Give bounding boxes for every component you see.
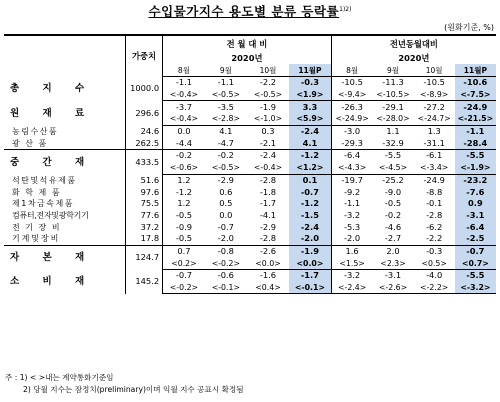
- weight-cell: 1000.0: [125, 77, 162, 101]
- mom-contract-value: <-1.0>: [247, 113, 289, 125]
- header-year-yoy: 2020년: [398, 52, 430, 63]
- header-year-mom: 2020년: [163, 51, 332, 64]
- yoy-value: -8.8: [426, 186, 443, 197]
- row-label: 기 계 및 장 비: [4, 233, 125, 245]
- mom-value: 4.1: [219, 126, 233, 137]
- row-label: 농림수산품: [4, 125, 125, 137]
- yoy-value: -9.0: [384, 186, 402, 197]
- mom-value: 0.6: [219, 186, 233, 197]
- row-label: 자 본 재: [4, 245, 125, 269]
- yoy-value: -28.4: [455, 137, 496, 149]
- yoy-value: -27.2: [423, 101, 445, 112]
- yoy-value: -2.7: [372, 233, 413, 245]
- row-label: 중 간 재: [4, 150, 125, 174]
- header-yoy-month: 8월: [331, 64, 372, 77]
- yoy-value: 1.3: [427, 126, 441, 137]
- yoy-contract-value: <-1.9>: [455, 162, 496, 174]
- mom-value: -2.6: [259, 245, 277, 256]
- yoy-value: -10.5: [423, 77, 445, 88]
- mom-value: -2.8: [247, 233, 289, 245]
- weight-cell: 37.2: [125, 221, 162, 233]
- yoy-contract-value: <1.5>: [331, 257, 372, 269]
- yoy-value: -0.1: [426, 198, 443, 209]
- mom-contract-value: <-0.5>: [205, 162, 247, 174]
- yoy-value: 2.0: [386, 245, 400, 256]
- header-mom-month: 10월: [247, 64, 289, 77]
- mom-value: 3.3: [289, 101, 331, 113]
- yoy-contract-value: <-3.2>: [455, 282, 496, 294]
- mom-value: -0.2: [217, 150, 234, 161]
- mom-contract-value: <1.9>: [289, 89, 331, 101]
- table-row: [4, 221, 496, 233]
- row-label: 제1차금속제품: [4, 198, 125, 210]
- price-index-table: [4, 34, 496, 294]
- yoy-contract-value: <-21.5>: [455, 113, 496, 125]
- mom-contract-value: <-0.5>: [247, 89, 289, 101]
- mom-value: -2.0: [289, 233, 331, 245]
- weight-cell: 17.8: [125, 233, 162, 245]
- yoy-value: -3.1: [455, 210, 496, 222]
- yoy-value: -24.9: [455, 101, 496, 113]
- yoy-value: -23.2: [455, 174, 496, 186]
- mom-value: -2.4: [259, 150, 277, 161]
- row-label: 총 지 수: [4, 77, 125, 101]
- yoy-contract-value: <-4.3>: [331, 162, 372, 174]
- mom-value: 0.5: [219, 198, 233, 209]
- weight-cell: 75.5: [125, 198, 162, 210]
- yoy-value: -11.3: [382, 77, 404, 88]
- mom-value: -2.2: [259, 77, 277, 88]
- mom-contract-value: <-0.2>: [163, 282, 205, 294]
- header-yoy-month: 9월: [372, 64, 413, 77]
- table-row: [4, 186, 496, 198]
- mom-contract-value: <-0.1>: [205, 282, 247, 294]
- weight-cell: 145.2: [125, 270, 162, 294]
- table-row: [4, 198, 496, 210]
- yoy-contract-value: <2.3>: [372, 257, 413, 269]
- row-label: 소 비 재: [4, 270, 125, 294]
- header-yoy-month: 11월P: [455, 64, 496, 77]
- mom-value: -0.5: [175, 209, 193, 220]
- mom-value: -4.1: [259, 209, 277, 220]
- yoy-value: -5.5: [455, 270, 496, 282]
- yoy-value: -26.3: [341, 101, 363, 112]
- yoy-contract-value: <-3.4>: [414, 162, 455, 174]
- mom-value: 1.2: [177, 198, 191, 209]
- yoy-value: -29.3: [331, 137, 372, 149]
- mom-value: -2.4: [289, 221, 331, 233]
- row-label: 원 재 료: [4, 101, 125, 125]
- table-row: [4, 150, 496, 162]
- yoy-contract-value: <-9.4>: [331, 89, 372, 101]
- mom-value: -1.7: [289, 270, 331, 282]
- yoy-value: -2.5: [455, 233, 496, 245]
- yoy-value: -6.2: [426, 221, 443, 232]
- mom-value: 0.3: [261, 126, 275, 137]
- mom-value: -2.4: [289, 125, 331, 137]
- yoy-value: -5.5: [384, 150, 402, 161]
- mom-value: -1.9: [259, 101, 277, 112]
- mom-value: -0.6: [217, 270, 234, 281]
- mom-contract-value: <1.2>: [289, 162, 331, 174]
- yoy-value: -5.3: [344, 221, 361, 232]
- header-yoy-month: 10월: [414, 64, 455, 77]
- yoy-value: -0.7: [455, 245, 496, 257]
- mom-value: -2.1: [247, 137, 289, 149]
- weight-cell: 433.5: [125, 150, 162, 174]
- mom-value: -1.2: [289, 198, 331, 210]
- yoy-value: -0.3: [426, 245, 443, 256]
- mom-value: 0.0: [219, 209, 233, 220]
- yoy-value: 1.6: [345, 245, 359, 256]
- yoy-contract-value: <-24.7>: [414, 113, 455, 125]
- yoy-value: -2.0: [331, 233, 372, 245]
- mom-value: -0.2: [175, 150, 193, 161]
- yoy-value: -10.5: [341, 77, 363, 88]
- header-mom-month: 9월: [205, 64, 247, 77]
- yoy-contract-value: <-7.5>: [455, 89, 496, 101]
- mom-contract-value: <0.0>: [289, 257, 331, 269]
- yoy-contract-value: <-10.5>: [372, 89, 413, 101]
- mom-value: 0.0: [177, 126, 191, 137]
- header-yoy: 전년동월대비: [331, 35, 496, 51]
- table-row: [4, 245, 496, 257]
- mom-contract-value: <-0.6>: [163, 162, 205, 174]
- row-label: 석탄및석유제품: [4, 174, 125, 186]
- mom-contract-value: <5.9>: [289, 113, 331, 125]
- mom-value: -1.5: [289, 210, 331, 222]
- yoy-value: -3.2: [344, 270, 361, 281]
- mom-value: -4.4: [163, 137, 205, 149]
- mom-value: -3.7: [175, 101, 193, 112]
- table-title: [0, 2, 500, 20]
- mom-contract-value: <-0.4>: [247, 162, 289, 174]
- yoy-value: -19.7: [341, 174, 363, 185]
- yoy-value: -2.8: [426, 209, 443, 220]
- yoy-value: -6.4: [455, 221, 496, 233]
- mom-value: -1.8: [259, 186, 277, 197]
- mom-value: -2.8: [259, 174, 277, 185]
- table-row: [4, 270, 496, 282]
- yoy-value: -4.6: [384, 221, 402, 232]
- yoy-value: -2.2: [414, 233, 455, 245]
- mom-value: -2.0: [205, 233, 247, 245]
- yoy-contract-value: <-28.0>: [372, 113, 413, 125]
- header-mom-month: 8월: [163, 64, 205, 77]
- mom-contract-value: <-0.2>: [205, 257, 247, 269]
- mom-value: -1.6: [259, 270, 277, 281]
- yoy-contract-value: <-2.4>: [331, 282, 372, 294]
- yoy-contract-value: <-24.9>: [331, 113, 372, 125]
- yoy-value: -32.9: [372, 137, 413, 149]
- mom-contract-value: <0.2>: [163, 257, 205, 269]
- table-row: [4, 233, 496, 245]
- mom-contract-value: <-0.5>: [205, 89, 247, 101]
- yoy-value: -6.1: [426, 150, 443, 161]
- mom-value: -1.2: [175, 186, 193, 197]
- table-row: [4, 101, 496, 113]
- yoy-value: 0.9: [455, 198, 496, 210]
- yoy-value: -10.6: [455, 77, 496, 89]
- mom-value: -0.7: [217, 221, 234, 232]
- table-title-text: 수입물가지수 용도별 분류 등락률: [148, 4, 340, 19]
- yoy-value: -29.1: [382, 101, 404, 112]
- yoy-value: -3.0: [344, 126, 361, 137]
- weight-cell: 296.6: [125, 101, 162, 125]
- mom-contract-value: <0.4>: [247, 282, 289, 294]
- header-weight: 가중치: [125, 35, 162, 77]
- mom-value: -0.5: [163, 233, 205, 245]
- mom-contract-value: <-2.8>: [205, 113, 247, 125]
- mom-value: 4.1: [289, 137, 331, 149]
- yoy-contract-value: <-4.5>: [372, 162, 413, 174]
- table-row: [4, 174, 496, 186]
- yoy-value: -3.1: [384, 270, 402, 281]
- mom-value: -0.7: [289, 186, 331, 198]
- mom-value: -0.9: [175, 221, 193, 232]
- mom-value: 1.2: [177, 174, 191, 185]
- weight-cell: 262.5: [125, 137, 162, 149]
- yoy-value: -7.6: [455, 186, 496, 198]
- mom-value: -1.1: [217, 77, 234, 88]
- yoy-value: -0.5: [384, 198, 402, 209]
- yoy-value: -0.2: [384, 209, 402, 220]
- header-category: [4, 35, 125, 77]
- mom-value: -0.3: [289, 77, 331, 89]
- title-footnote-mark: 1)2): [339, 5, 352, 13]
- yoy-value: -1.1: [344, 198, 361, 209]
- yoy-contract-value: <-2.6>: [372, 282, 413, 294]
- mom-value: -1.7: [259, 198, 277, 209]
- mom-value: -4.7: [205, 137, 247, 149]
- yoy-value: -24.9: [423, 174, 445, 185]
- yoy-contract-value: <0.5>: [414, 257, 455, 269]
- yoy-contract-value: <-2.2>: [414, 282, 455, 294]
- mom-value: 0.7: [177, 245, 191, 256]
- mom-value: -3.5: [217, 101, 234, 112]
- weight-cell: 51.6: [125, 174, 162, 186]
- mom-value: -1.9: [289, 245, 331, 257]
- unit-label: (원화기준, %): [444, 23, 494, 32]
- mom-value: -1.2: [289, 150, 331, 162]
- row-label: 화 학 제 품: [4, 186, 125, 198]
- yoy-value: -5.5: [455, 150, 496, 162]
- mom-contract-value: <-0.1>: [289, 282, 331, 294]
- mom-contract-value: <-0.4>: [163, 113, 205, 125]
- yoy-value: -3.2: [344, 209, 361, 220]
- table-row: [4, 77, 496, 89]
- mom-value: -0.7: [175, 270, 193, 281]
- yoy-value: -9.2: [344, 186, 361, 197]
- header-mom: 전 월 대 비: [163, 35, 332, 51]
- row-label: 컴퓨터,전자및광학기기: [4, 210, 125, 222]
- yoy-value: -6.4: [344, 150, 361, 161]
- mom-contract-value: <-0.4>: [163, 89, 205, 101]
- yoy-value: -25.2: [382, 174, 404, 185]
- yoy-value: -1.1: [455, 125, 496, 137]
- weight-cell: 24.6: [125, 125, 162, 137]
- mom-contract-value: <0.0>: [247, 257, 289, 269]
- row-label: 전 기 장 비: [4, 221, 125, 233]
- yoy-value: -31.1: [414, 137, 455, 149]
- weight-cell: 124.7: [125, 245, 162, 269]
- header-mom-month: 11월P: [289, 64, 331, 77]
- footnote-1: 주 : 1) < >내는 계약통화기준임: [5, 373, 114, 382]
- yoy-contract-value: <0.7>: [455, 257, 496, 269]
- table-row: [4, 210, 496, 222]
- mom-value: -0.8: [217, 245, 234, 256]
- footnotes: [5, 372, 244, 396]
- table-row: [4, 125, 496, 137]
- mom-value: -2.9: [259, 221, 277, 232]
- mom-value: -1.1: [175, 77, 193, 88]
- yoy-value: 1.1: [386, 126, 400, 137]
- footnote-2: 2) 당월 지수는 잠정치(preliminary)이며 익월 지수 공표시 확정됨: [23, 385, 244, 394]
- yoy-value: -4.0: [426, 270, 443, 281]
- yoy-contract-value: <-8.9>: [414, 89, 455, 101]
- table-row: [4, 137, 496, 149]
- row-label: 광 산 품: [4, 137, 125, 149]
- mom-value: 0.1: [289, 174, 331, 186]
- weight-cell: 77.6: [125, 210, 162, 222]
- weight-cell: 97.6: [125, 186, 162, 198]
- mom-value: -2.9: [217, 174, 234, 185]
